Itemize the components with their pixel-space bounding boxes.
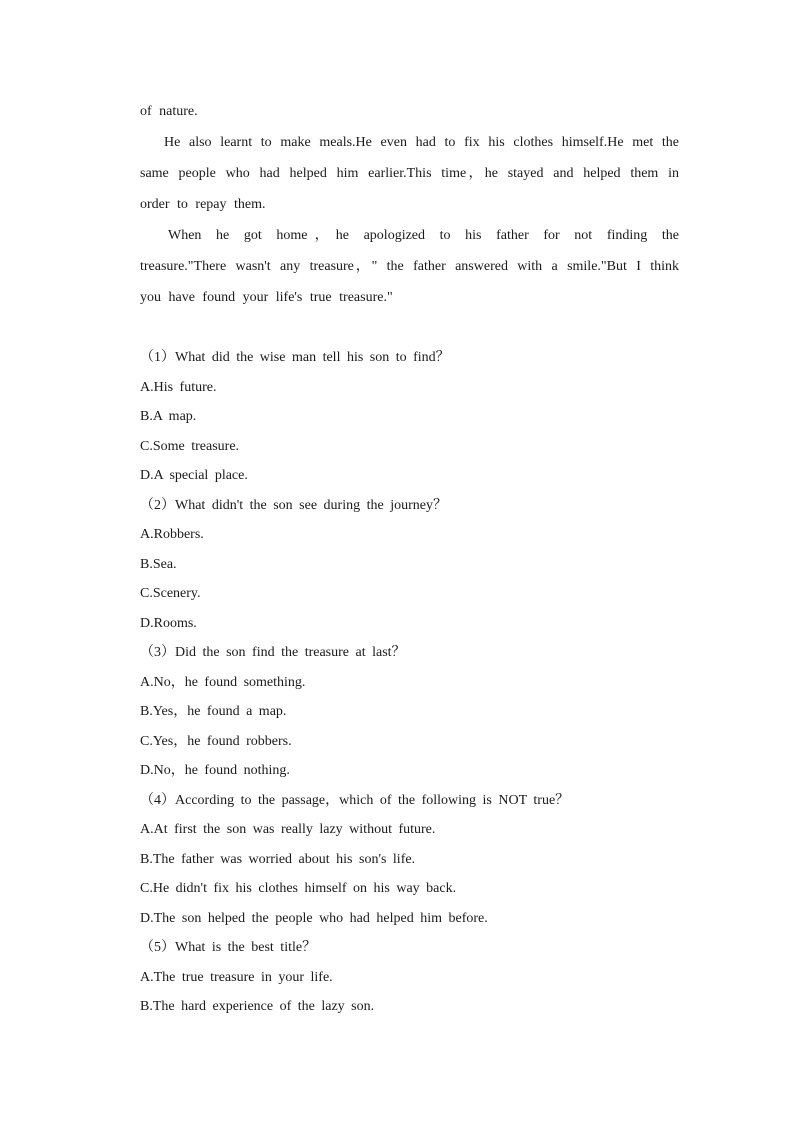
passage-paragraph: He also learnt to make meals.He even had to fix his clothes himself.He met the same people who had helped him earlier.This time，he stayed and helped them in order to repay them.: [140, 135, 679, 212]
answer-option: D.Rooms.: [140, 615, 197, 631]
passage-paragraph: of nature.: [140, 104, 198, 119]
passage-paragraph: When he got home，he apologized to his father for not finding the treasure."There wasn't any treasure，" the father answered with a smile."But I think you have found your life's true treasure.": [140, 228, 679, 305]
answer-option: D.No，he found nothing.: [140, 763, 290, 778]
answer-option: D.The son helped the people who had helped him before.: [140, 910, 488, 926]
answer-option: D.A special place.: [140, 468, 248, 483]
answer-option: B.Yes，he found a map.: [140, 704, 287, 719]
answer-option: B.Sea.: [140, 556, 177, 572]
answer-option: A.The true treasure in your life.: [140, 969, 333, 985]
question-stem: （2）What didn't the son see during the journey？: [140, 497, 447, 513]
answer-option: B.The hard experience of the lazy son.: [140, 999, 375, 1014]
answer-option: A.At first the son was really lazy without future.: [140, 822, 436, 837]
answer-option: C.Yes，he found robbers.: [140, 733, 292, 749]
document-page: [140, 96, 679, 1022]
answer-option: C.He didn't fix his clothes himself on his way back.: [140, 881, 457, 896]
question-stem: （5）What is the best title？: [140, 940, 317, 955]
answer-option: C.Scenery.: [140, 586, 201, 601]
question-1: [140, 343, 679, 491]
question-3: [140, 638, 679, 786]
answer-option: B.A map.: [140, 409, 197, 424]
answer-option: A.Robbers.: [140, 527, 204, 542]
answer-option: A.His future.: [140, 379, 217, 395]
question-stem: （1）What did the wise man tell his son to find？: [140, 350, 450, 365]
answer-option: A.No，he found something.: [140, 674, 306, 690]
question-stem: （3）Did the son find the treasure at last？: [140, 645, 406, 660]
question-stem: （4）According to the passage，which of the following is NOT true？: [140, 792, 570, 808]
reading-passage: [140, 96, 679, 313]
question-5: [140, 933, 679, 1022]
question-list: [140, 343, 679, 1022]
answer-option: B.The father was worried about his son's life.: [140, 851, 416, 867]
question-4: [140, 786, 679, 934]
question-2: [140, 491, 679, 639]
answer-option: C.Some treasure.: [140, 438, 240, 454]
